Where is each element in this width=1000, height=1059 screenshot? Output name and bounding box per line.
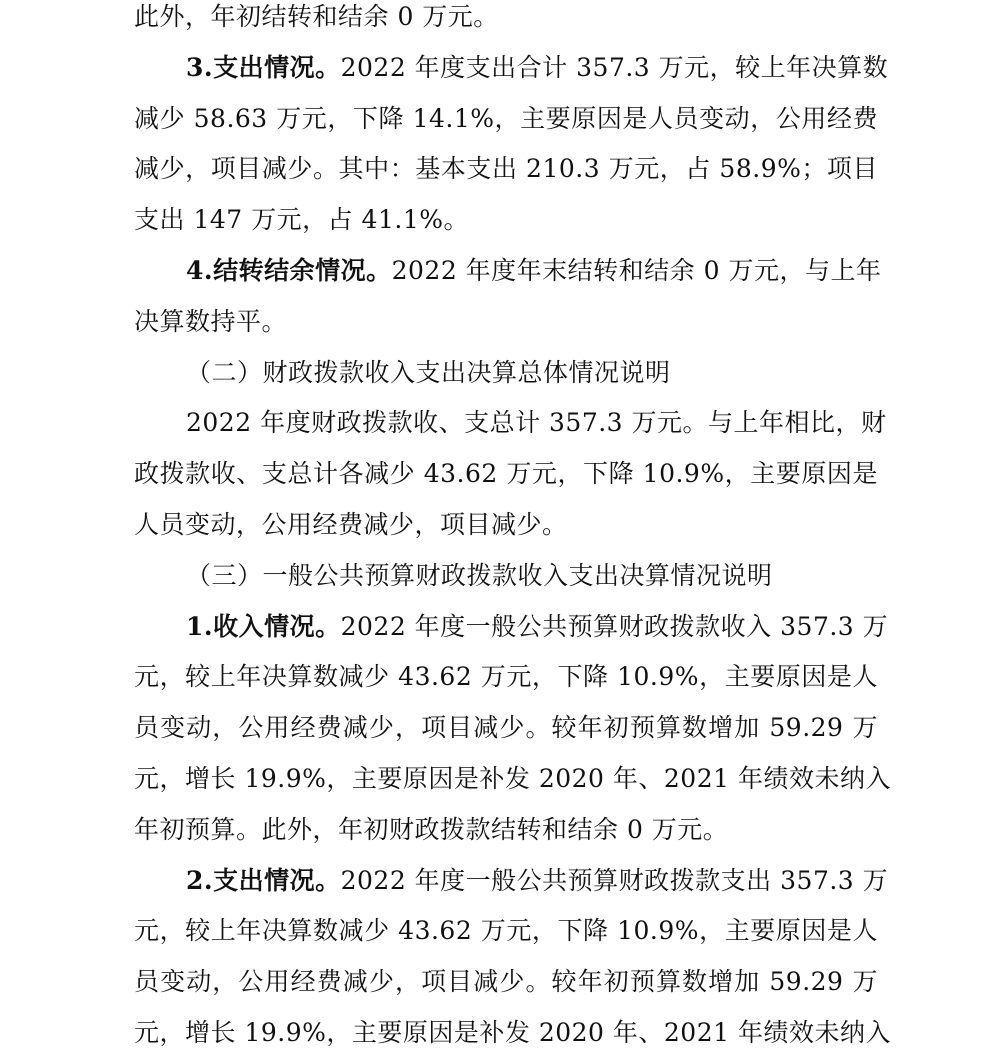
text-line: 员变动，公用经费减少，项目减少。较年初预算数增加 59.29 万	[134, 967, 878, 997]
text-line: 政拨款收、支总计各减少 43.62 万元，下降 10.9%，主要原因是	[134, 459, 878, 489]
text-line: 减少 58.63 万元，下降 14.1%，主要原因是人员变动，公用经费	[134, 103, 878, 133]
text-line: 元，增长 19.9%，主要原因是补发 2020 年、2021 年绩效未纳入	[134, 763, 891, 793]
section-heading-expenditure: 3.支出情况。	[186, 52, 341, 82]
text-line: 决算数持平。	[134, 306, 288, 336]
section-heading-carryover: 4.结转结余情况。	[186, 255, 392, 285]
text-line	[134, 602, 889, 653]
text-line: 年初预算。此外，年初财政拨款结转和结余 0 万元。	[134, 814, 729, 844]
text-line: 元，较上年决算数减少 43.62 万元，下降 10.9%，主要原因是人	[134, 662, 878, 692]
text-span: 2022 年度一般公共预算财政拨款收入 357.3 万	[340, 611, 889, 641]
text-line: 支出 147 万元，占 41.1%。	[134, 205, 469, 235]
text-line: 员变动，公用经费减少，项目减少。较年初预算数增加 59.29 万	[134, 713, 878, 743]
text-line: 此外，年初结转和结余 0 万元。	[134, 2, 499, 31]
text-line	[134, 43, 889, 94]
subsection-heading: （三）一般公共预算财政拨款收入支出决算情况说明	[186, 560, 773, 590]
text-line	[134, 246, 882, 297]
text-span: 2022 年度一般公共预算财政拨款支出 357.3 万	[340, 865, 889, 895]
text-line: 人员变动，公用经费减少，项目减少。	[134, 509, 568, 539]
text-line: 元，增长 19.9%，主要原因是补发 2020 年、2021 年绩效未纳入	[134, 1017, 891, 1047]
section-heading-income: 1.收入情况。	[186, 611, 341, 641]
text-line: 元，较上年决算数减少 43.62 万元，下降 10.9%，主要原因是人	[134, 916, 878, 946]
text-line	[134, 856, 889, 907]
text-span: 2022 年度年末结转和结余 0 万元，与上年	[391, 255, 882, 285]
subsection-heading: （二）财政拨款收入支出决算总体情况说明	[186, 357, 671, 387]
text-line: 2022 年度财政拨款收、支总计 357.3 万元。与上年相比，财	[186, 408, 887, 438]
section-heading-general-expenditure: 2.支出情况。	[186, 865, 341, 895]
document-page	[134, 0, 891, 1059]
text-line: 减少，项目减少。其中：基本支出 210.3 万元，占 58.9%；项目	[134, 154, 878, 184]
text-span: 2022 年度支出合计 357.3 万元，较上年决算数	[340, 52, 889, 82]
